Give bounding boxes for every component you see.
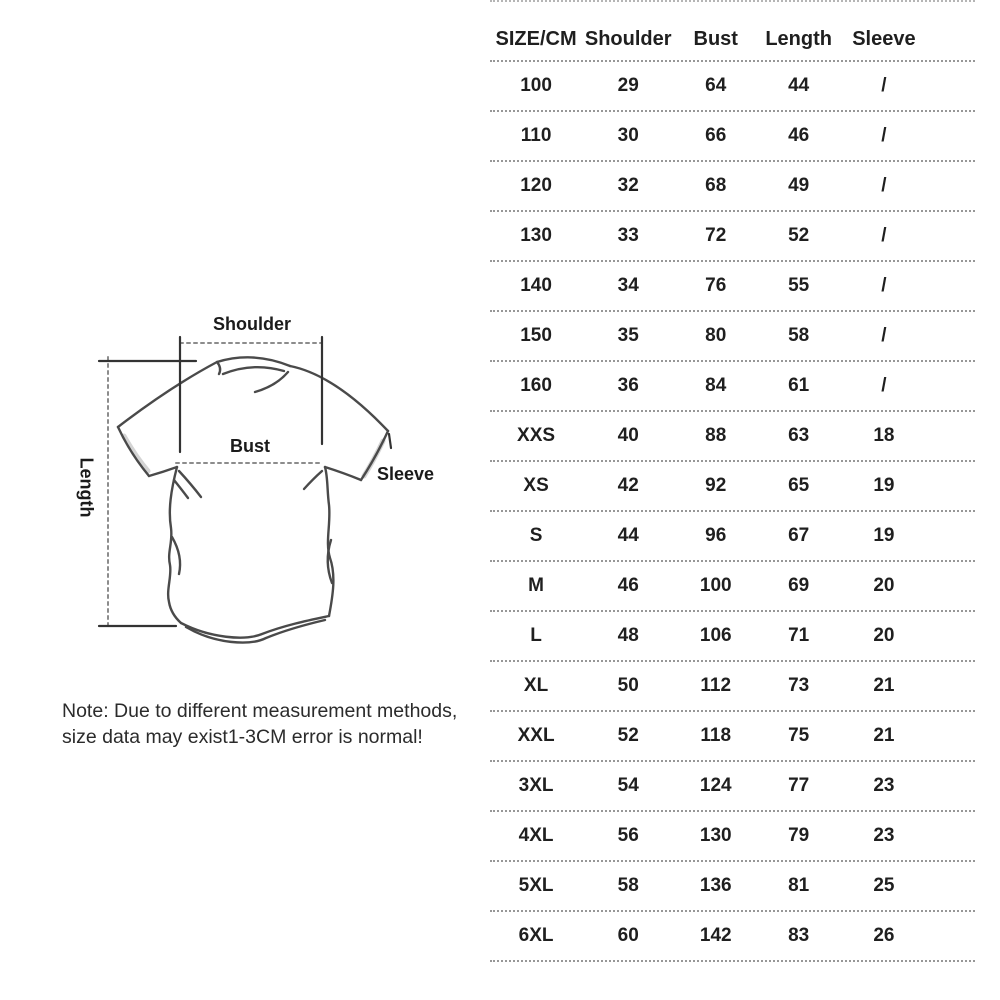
table-cell: 23: [873, 825, 895, 846]
table-row: [490, 162, 975, 212]
table-row: [490, 712, 975, 762]
table-cell: 75: [788, 725, 810, 746]
table-cell: 54: [617, 775, 639, 796]
table-cell: 20: [873, 625, 895, 646]
table-cell: 76: [705, 275, 727, 296]
table-cell: 136: [699, 875, 732, 896]
table-cell: 160: [520, 375, 552, 396]
table-cell: S: [529, 525, 543, 546]
table-cell: 3XL: [518, 775, 554, 796]
table-row: [490, 112, 975, 162]
table-cell: 33: [617, 225, 639, 246]
table-cell: XXS: [517, 425, 556, 446]
table-row: [490, 612, 975, 662]
table-cell: 42: [617, 475, 639, 496]
table-cell: 73: [788, 675, 810, 696]
table-cell: 52: [788, 225, 810, 246]
table-row: [490, 912, 975, 962]
table-cell: 19: [873, 475, 895, 496]
table-cell: /: [881, 275, 887, 296]
bust-label: Bust: [230, 436, 270, 456]
table-cell: 100: [699, 575, 732, 596]
table-cell: 124: [699, 775, 732, 796]
table-row: [490, 262, 975, 312]
table-cell: 69: [788, 575, 810, 596]
table-cell: 81: [788, 875, 810, 896]
col-header-bust: Bust: [693, 27, 738, 50]
table-cell: 4XL: [518, 825, 554, 846]
table-cell: XXL: [517, 725, 555, 746]
table-cell: 83: [788, 925, 810, 946]
table-row: [490, 512, 975, 562]
col-header-size: SIZE/CM: [495, 27, 577, 50]
table-cell: 35: [617, 325, 639, 346]
table-cell: 61: [788, 375, 810, 396]
table-cell: 142: [699, 925, 732, 946]
measurement-note: [62, 698, 462, 750]
table-cell: /: [881, 75, 887, 96]
table-cell: 106: [699, 625, 732, 646]
table-cell: 140: [520, 275, 552, 296]
table-row: [490, 212, 975, 262]
table-cell: 79: [788, 825, 810, 846]
measurement-lines: [99, 337, 391, 627]
table-cell: 40: [617, 425, 639, 446]
table-cell: /: [881, 225, 887, 246]
table-cell: 63: [788, 425, 810, 446]
col-header-shoulder: Shoulder: [584, 27, 672, 50]
table-cell: 23: [873, 775, 895, 796]
table-cell: 120: [520, 175, 552, 196]
table-cell: 118: [700, 725, 732, 746]
table-cell: 50: [617, 675, 639, 696]
col-header-sleeve: Sleeve: [852, 27, 916, 50]
table-row: [490, 762, 975, 812]
table-cell: 6XL: [518, 925, 554, 946]
table-cell: 56: [617, 825, 639, 846]
table-cell: 48: [617, 625, 639, 646]
table-cell: /: [881, 125, 887, 146]
table-cell: 68: [705, 175, 727, 196]
table-cell: 77: [788, 775, 810, 796]
col-header-length: Length: [765, 27, 832, 50]
table-cell: 44: [617, 525, 639, 546]
table-cell: 66: [705, 125, 727, 146]
table-cell: 44: [788, 75, 810, 96]
table-cell: 20: [873, 575, 895, 596]
table-cell: 60: [617, 925, 639, 946]
table-cell: 88: [705, 425, 727, 446]
table-cell: 110: [520, 125, 552, 146]
table-cell: 150: [520, 325, 552, 346]
left-sleeve-shading: [124, 436, 148, 471]
table-cell: XL: [523, 675, 549, 696]
table-cell: L: [530, 625, 542, 646]
table-cell: 112: [700, 675, 732, 696]
table-cell: 84: [705, 375, 727, 396]
table-cell: 58: [788, 325, 810, 346]
table-cell: 72: [705, 225, 727, 246]
table-cell: 34: [617, 275, 639, 296]
table-row: [490, 562, 975, 612]
table-cell: 96: [705, 525, 727, 546]
table-cell: 5XL: [518, 875, 554, 896]
table-cell: 130: [699, 825, 732, 846]
table-cell: 25: [873, 875, 895, 896]
table-cell: 80: [705, 325, 727, 346]
table-cell: 30: [617, 125, 639, 146]
table-cell: 18: [873, 425, 895, 446]
table-cell: 46: [788, 125, 810, 146]
table-row: [490, 812, 975, 862]
table-row: [490, 62, 975, 112]
table-cell: 36: [617, 375, 639, 396]
note-line-1: Note: Due to different measurement methods,: [62, 699, 458, 722]
table-cell: 21: [873, 725, 895, 746]
table-cell: XS: [523, 475, 549, 496]
table-row: [490, 312, 975, 362]
table-cell: 130: [520, 225, 552, 246]
table-cell: 71: [788, 625, 810, 646]
table-cell: 64: [705, 75, 727, 96]
sleeve-tick: [389, 434, 391, 448]
table-cell: 100: [520, 75, 552, 96]
table-row: [490, 662, 975, 712]
table-body: [490, 62, 975, 962]
table-cell: 55: [788, 275, 810, 296]
table-cell: /: [881, 325, 887, 346]
size-table: [490, 0, 975, 962]
shoulder-label: Shoulder: [212, 314, 291, 334]
table-cell: 49: [788, 175, 810, 196]
table-cell: 65: [788, 475, 810, 496]
table-cell: 32: [617, 175, 639, 196]
table-cell: 52: [617, 725, 639, 746]
table-cell: 46: [617, 575, 639, 596]
table-cell: 19: [873, 525, 895, 546]
table-cell: 58: [617, 875, 639, 896]
table-cell: 21: [873, 675, 895, 696]
sleeve-label: Sleeve: [377, 464, 435, 484]
table-row: [490, 462, 975, 512]
table-cell: /: [881, 175, 887, 196]
table-cell: 92: [705, 475, 727, 496]
table-row: [490, 362, 975, 412]
table-cell: 29: [617, 75, 639, 96]
tshirt-outline: [118, 357, 388, 642]
length-label: Length: [76, 457, 97, 518]
table-header-row: [490, 0, 975, 62]
table-cell: M: [528, 575, 544, 596]
note-line-2: size data may exist1-3CM error is normal!: [62, 725, 423, 748]
table-cell: 26: [873, 925, 895, 946]
table-row: [490, 412, 975, 462]
table-cell: 67: [788, 525, 810, 546]
table-row: [490, 862, 975, 912]
table-cell: /: [881, 375, 887, 396]
